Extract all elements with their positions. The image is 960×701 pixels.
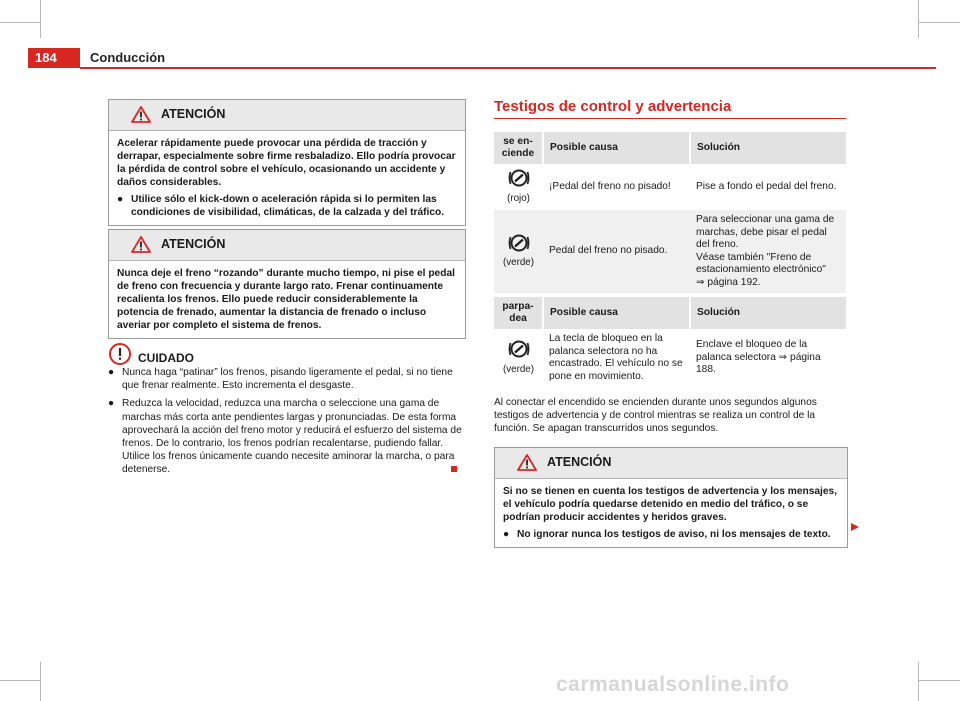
column-header: Solución xyxy=(690,297,846,329)
column-header: Posible causa xyxy=(543,132,690,164)
indicator-color: (rojo) xyxy=(507,192,530,204)
table-cell: Pedal del freno no pisado. xyxy=(543,210,690,293)
column-header: Posible causa xyxy=(543,297,690,329)
crop-mark xyxy=(918,662,919,701)
table-cell: Para seleccionar una gama de marchas, debe pisar el pedal del freno. Véase también "Freno de estacionamiento electrónico" ⇒ página 192. xyxy=(690,210,846,293)
crop-mark xyxy=(918,0,919,38)
table-cell: La tecla de bloqueo en la palanca selectora no ha encastrado. El vehículo no se pone en movimiento. xyxy=(549,333,683,382)
indicator-color: (verde) xyxy=(502,363,535,375)
indicator-color: (verde) xyxy=(502,257,535,268)
table-row xyxy=(494,164,846,210)
column-header: Solución xyxy=(690,132,846,164)
warning-triangle-icon xyxy=(131,236,151,253)
warning-text: Nunca deje el freno “rozando” durante mucho tiempo, ni pise el pedal de freno con frecuencia y durante largo rato. Frenar continuamente recalienta los frenos. Ello puede reducir considerablemente la potencia de frenado, aumentar la distancia de frenado o incluso averiar por completo el sistema de frenos. xyxy=(117,268,455,331)
section-header: Conducción xyxy=(90,50,166,65)
warning-title: ATENCIÓN xyxy=(161,237,226,251)
brake-pedal-icon xyxy=(508,169,530,187)
crop-mark xyxy=(918,22,960,23)
caution-bullet: Nunca haga “patinar” los frenos, pisando ligeramente el pedal, si no tiene que frenar realmente. Esto incrementa el desgaste. xyxy=(122,367,453,392)
crop-mark xyxy=(40,0,41,38)
warning-title: ATENCIÓN xyxy=(161,107,226,121)
crop-mark xyxy=(40,662,41,701)
warning-bullet: Utilice sólo el kick-down o aceleración rápida si lo permiten las condiciones de visibilidad, climáticas, de la calzada y del tráfico. xyxy=(131,194,445,218)
warning-text: Si no se tienen en cuenta los testigos de advertencia y los mensajes, el vehículo podría quedarse detenido en medio del tráfico, o se podrían producir accidentes y heridos graves. xyxy=(503,486,838,523)
warning-box xyxy=(494,447,848,548)
caution-icon xyxy=(108,342,132,366)
indicator-table xyxy=(494,132,846,293)
column-header: parpa- dea xyxy=(494,297,543,329)
crop-mark xyxy=(0,22,40,23)
end-mark-icon xyxy=(451,466,457,472)
warning-header xyxy=(495,448,847,479)
crop-mark xyxy=(0,680,40,681)
crop-mark xyxy=(918,680,960,681)
brake-pedal-icon xyxy=(508,234,530,252)
table-cell: Enclave el bloqueo de la palanca selectora ⇒ página 188. xyxy=(696,339,821,376)
warning-text: Acelerar rápidamente puede provocar una pérdida de tracción y derrapar, especialmente sobre firme resbaladizo. Ello podría provocar la pérdida de control sobre el vehículo, ocasionando un accidente y daños considerables. xyxy=(117,138,456,188)
table-cell: ¡Pedal del freno no pisado! xyxy=(549,180,671,192)
warning-header xyxy=(109,230,465,261)
caution-title: CUIDADO xyxy=(138,351,194,365)
warning-header xyxy=(109,100,465,131)
caution-bullet: Reduzca la velocidad, reduzca una marcha o seleccione una gama de marchas más corta ante pendientes largas y pronunciadas. De esta forma aprovechará la acción del freno motor y reducirá el esfuerzo del sistema de frenos. De lo contrario, los frenos podrían recalentarse, pudiendo fallar. Utilice los frenos únicamente cuando necesite aminorar la marcha, o para detenerse. xyxy=(122,398,462,476)
continue-arrow-icon xyxy=(850,522,860,532)
section-title: Testigos de control y advertencia xyxy=(494,98,732,115)
table-row xyxy=(494,329,846,387)
bullet-icon: ● xyxy=(503,529,510,540)
column-header: se en- ciende xyxy=(494,132,543,164)
bullet-icon: ● xyxy=(108,367,115,378)
page-number: 184 xyxy=(28,48,80,68)
warning-bullet: No ignorar nunca los testigos de aviso, ni los mensajes de texto. xyxy=(517,529,831,540)
warning-box xyxy=(108,99,466,226)
watermark: carmanualsonline.info xyxy=(556,673,790,696)
warning-triangle-icon xyxy=(131,106,151,123)
section-rule xyxy=(494,118,846,119)
indicator-table xyxy=(494,297,846,387)
brake-pedal-icon xyxy=(508,340,530,358)
bullet-icon: ● xyxy=(117,194,124,205)
body-paragraph: Al conectar el encendido se encienden durante unos segundos algunos testigos de advertencia y de control mientras se realiza un control de la función. Se apagan transcurridos unos segundos. xyxy=(494,397,817,434)
table-cell: Pise a fondo el pedal del freno. xyxy=(696,180,837,192)
bullet-icon: ● xyxy=(108,398,115,410)
header-rule xyxy=(80,67,936,69)
caution-body xyxy=(108,366,464,482)
warning-title: ATENCIÓN xyxy=(547,455,612,469)
warning-triangle-icon xyxy=(517,454,537,471)
table-row xyxy=(494,210,846,293)
warning-box xyxy=(108,229,466,339)
